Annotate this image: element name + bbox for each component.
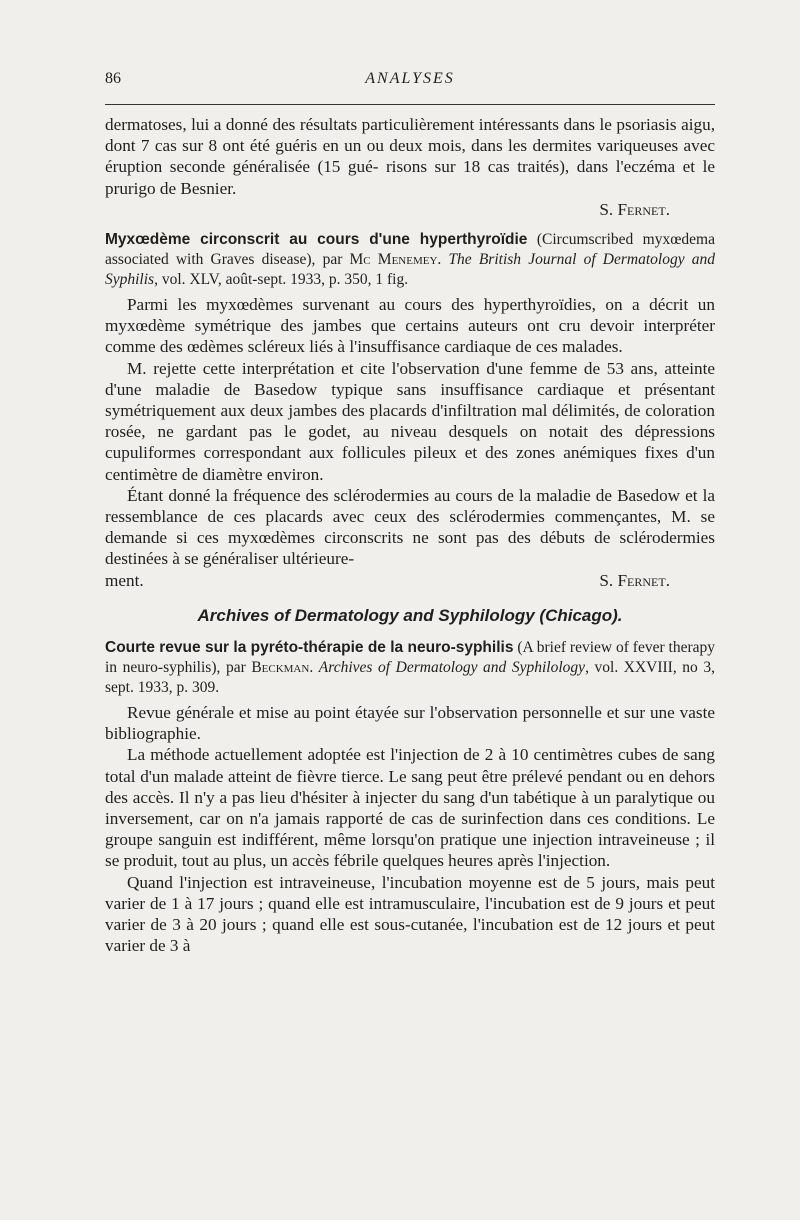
- signature: S. Fernet.: [599, 570, 670, 590]
- article-reference-sep: .: [437, 251, 449, 269]
- paragraph-end: [105, 570, 715, 591]
- paragraph: Étant donné la fréquence des sclérodermies au cours de la maladie de Basedow et la ressemblance de ces placards avec ceux des sclérodermies commençantes, M. se demande si ces myxœdèmes circonscrits ne sont pas des débuts de sclérodermies destinées à se généraliser ultérieure-: [105, 485, 715, 569]
- header-rule: [105, 104, 715, 105]
- article-citation: , vol. XXVIII, no 3, sept. 1933, p. 309.: [105, 659, 716, 697]
- text-line: dermatoses, lui a donné des résultats particulièrement intéressants dans: [105, 115, 595, 134]
- paragraph: Quand l'injection est intraveineuse, l'incubation moyenne est de 5 jours, mais peut varier de 1 à 17 jours ; quand elle est intramusculaire, l'incubation est de 9 jours et peut varier de 3 à 20 jours ; quand elle est sous-cutanée, l'incubation est de 12 jours et peut varier de 3 à: [105, 872, 715, 956]
- journal-heading: Archives of Dermatology and Syphilology (Chicago).: [197, 605, 623, 625]
- text-line: le psoriasis aigu, dont 7 cas sur 8 ont été guéris en un ou deux mois,: [105, 115, 715, 156]
- text-line: dans les dermites variqueuses avec éruption seconde généralisée (15 gué-: [105, 136, 716, 177]
- paragraph-continuation: [105, 114, 715, 199]
- page-header: [105, 70, 715, 94]
- paragraph: Revue générale et mise au point étayée sur l'observation personnelle et sur une vaste bibliographie.: [105, 703, 715, 744]
- article-entry: [105, 230, 715, 290]
- article-journal: Archives of Dermatology and Syphilology: [318, 659, 586, 677]
- paragraph: Parmi les myxœdèmes survenant au cours des hyperthyroïdies, on a décrit un myxœdème symétrique des jambes que certains auteurs ont cru devoir interpréter comme des œdèmes scléreux liés à l'insuffisance cardiaque de ces malades.: [105, 295, 715, 357]
- paragraph: M. rejette cette interprétation et cite l'observation d'une femme de 53 ans, atteinte d'une maladie de Basedow typique sans insuffisance cardiaque et présentant symétriquement aux deux jambes des placards d'infiltration mal délimités, de coloration rosée, ne gardant pas le godet, au niveau desquels on notait des dépressions cupuliformes correspondant aux follicules pileux et des zones anémiques fixes d'un centimètre de diamètre environ.: [105, 358, 715, 484]
- paragraph: La méthode actuellement adoptée est l'injection de 2 à 10 centimètres cubes de sang total d'un malade atteint de fièvre tierce. Le sang peut être prélevé pendant ou en dehors des accès. Il n'y a pas lieu d'hésiter à injecter du sang d'un tabétique à un paralytique ou inversement, car on n'a jamais rapporté de cas de surinfection dans ces conditions. Le groupe sanguin est indifférent, même lorsqu'on pratique une injection intraveineuse ; il se produit, tout au plus, un accès fébrile quelques heures après l'injection.: [105, 745, 715, 871]
- article-title: Courte revue sur la pyréto-thérapie de la neuro-syphilis: [105, 639, 514, 657]
- article-title: Myxœdème circonscrit au cours d'une hyperthyroïdie: [105, 231, 528, 249]
- article-author: Beckman: [251, 659, 310, 677]
- article-reference: (A brief review of fever therapy in neuro-syphilis), par: [105, 639, 715, 677]
- page-body: [105, 114, 715, 957]
- running-title: ANALYSES: [365, 70, 455, 87]
- signature: S. Fernet.: [599, 199, 670, 219]
- paragraph-last-word: ment.: [105, 570, 144, 590]
- article-reference: (Circumscribed myxœdema associated with Graves disease), par: [105, 231, 715, 269]
- text-line: risons sur 18 cas traités), dans l'eczéma et le prurigo de Besnier.: [105, 157, 715, 198]
- article-author: Mc Menemey: [349, 251, 438, 269]
- article-journal: The British Journal of Dermatology and Syphilis: [105, 251, 715, 289]
- article-reference-sep: .: [309, 659, 319, 677]
- article-entry: [105, 638, 715, 698]
- article-citation: , vol. XLV, août-sept. 1933, p. 350, 1 fig.: [154, 271, 409, 289]
- page-number: 86: [105, 70, 121, 87]
